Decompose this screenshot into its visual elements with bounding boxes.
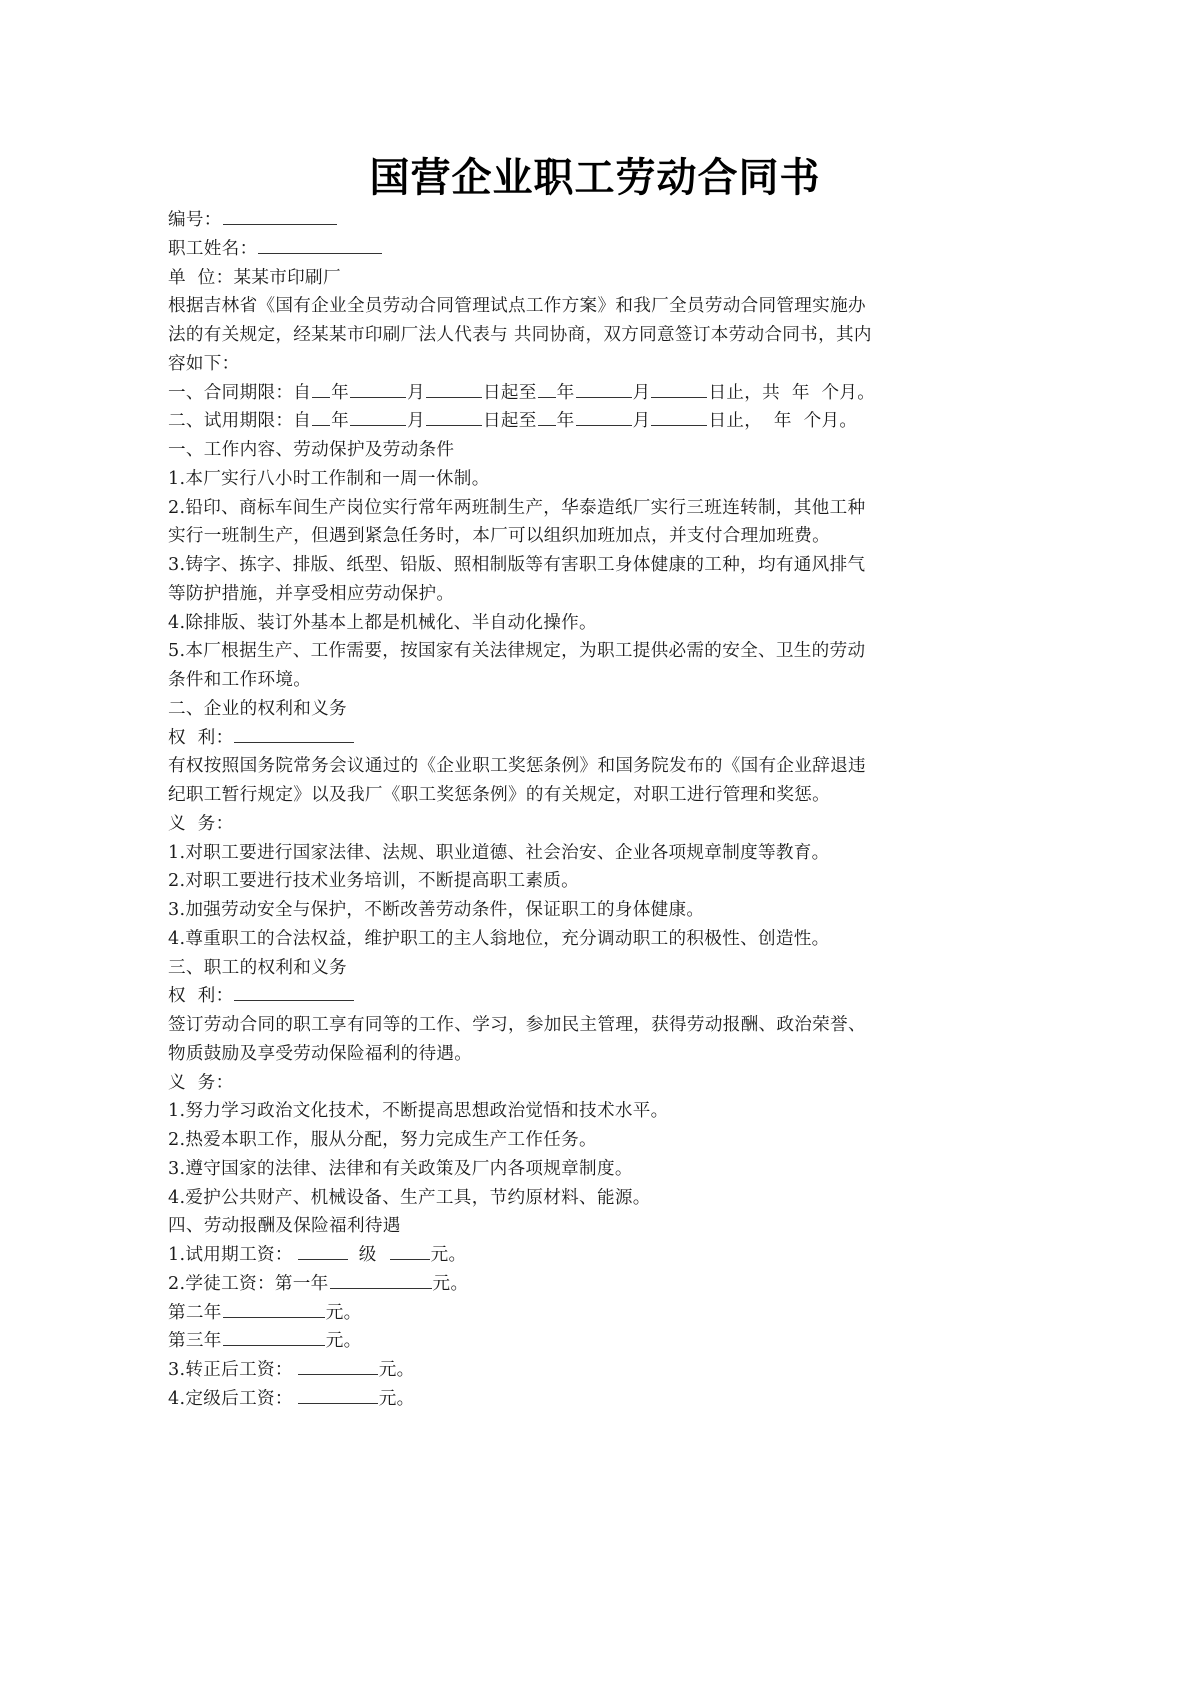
clause-line: 实行一班制生产，但遇到紧急任务时，本厂可以组织加班加点，并支付合理加班费。 (168, 526, 831, 547)
term-text: 日止， 年 个月。 (708, 411, 858, 432)
clause-line: 条件和工作环境。 (168, 670, 312, 690)
year2-amount-blank[interactable] (223, 1299, 325, 1318)
section-heading: 四、劳动报酬及保险福利待遇 (168, 1216, 401, 1237)
field-label: 单 位： (168, 267, 234, 288)
wage-text: 元。 (325, 1302, 362, 1323)
wage-label: 第二年 (168, 1302, 222, 1323)
wage-text: 级 (358, 1245, 377, 1265)
start-month-blank[interactable] (350, 407, 406, 426)
term-text: 年 (556, 382, 575, 403)
regular-wage-line (168, 1356, 1034, 1385)
field-employee-name (168, 235, 1034, 264)
wage-text: 元。 (432, 1273, 469, 1294)
end-day-blank[interactable] (651, 407, 707, 426)
start-month-blank[interactable] (350, 379, 406, 398)
end-month-blank[interactable] (576, 379, 632, 398)
rights-label-line (168, 982, 1034, 1011)
term-text: 年 (331, 411, 350, 432)
probation-amount-blank[interactable] (390, 1241, 430, 1260)
rights-label: 权 利： (168, 986, 234, 1007)
end-year-blank[interactable] (538, 379, 556, 398)
clause-line: 3.加强劳动安全与保护，不断改善劳动条件，保证职工的身体健康。 (168, 900, 705, 920)
regular-amount-blank[interactable] (298, 1356, 378, 1375)
duties-label: 义 务： (168, 813, 234, 834)
clause-line: 4.爱护公共财产、机械设备、生产工具，节约原材料、能源。 (168, 1187, 651, 1208)
year2-wage-line (168, 1299, 1034, 1328)
employee-name-blank[interactable] (258, 235, 382, 254)
end-year-blank[interactable] (538, 407, 556, 426)
wage-text: 元。 (430, 1245, 467, 1265)
rights-label: 权 利： (168, 727, 234, 748)
term-text: 年 (331, 382, 350, 403)
term-text: 年 (556, 411, 575, 432)
probation-period-line (168, 407, 1034, 436)
wage-text: 元。 (378, 1388, 415, 1409)
preamble-line: 法的有关规定，经某某市印刷厂法人代表与 共同协商，双方同意签订本劳动合同书，其内 (168, 325, 872, 345)
clause-line: 等防护措施，并享受相应劳动保护。 (168, 583, 455, 604)
preamble-line: 根据吉林省《国有企业全员劳动合同管理试点工作方案》和我厂全员劳动合同管理实施办 (168, 296, 866, 317)
section-heading: 二、企业的权利和义务 (168, 698, 347, 719)
term-text: 日起至 (482, 382, 537, 403)
clause-line: 1.本厂实行八小时工作制和一周一休制。 (168, 468, 490, 489)
wage-label: 2.学徒工资：第一年 (168, 1273, 329, 1294)
probation-grade-blank[interactable] (298, 1241, 348, 1260)
probation-wage-line (168, 1241, 1034, 1270)
term-text: 月 (632, 382, 651, 403)
graded-wage-line (168, 1385, 1034, 1414)
document-body (168, 206, 1034, 1414)
clause-line: 2.铅印、商标车间生产岗位实行常年两班制生产，华泰造纸厂实行三班连转制，其他工种 (168, 497, 866, 518)
contract-period-line (168, 379, 1034, 408)
rights-label-line (168, 724, 1034, 753)
section-heading: 三、职工的权利和义务 (168, 957, 347, 978)
apprentice-wage-line (168, 1270, 1034, 1299)
end-day-blank[interactable] (651, 379, 707, 398)
section-heading: 一、工作内容、劳动保护及劳动条件 (168, 440, 455, 460)
rights-blank[interactable] (234, 982, 354, 1001)
clause-line: 1.努力学习政治文化技术，不断提高思想政治觉悟和技术水平。 (168, 1101, 669, 1122)
duties-label: 义 务： (168, 1072, 234, 1093)
serial-number-blank[interactable] (223, 206, 337, 225)
field-value: 某某市印刷厂 (233, 267, 341, 288)
clause-line: 2.对职工要进行技术业务培训，不断提高职工素质。 (168, 871, 580, 892)
clause-line: 3.遵守国家的法律、法律和有关政策及厂内各项规章制度。 (168, 1158, 633, 1179)
wage-label: 1.试用期工资： (168, 1245, 293, 1265)
document-title: 国营企业职工劳动合同书 (369, 154, 821, 201)
term-text: 月 (407, 411, 425, 432)
field-serial-number (168, 206, 1034, 235)
preamble-line: 容如下： (168, 353, 240, 374)
wage-label: 3.转正后工资： (168, 1360, 293, 1380)
clause-line: 3.铸字、拣字、排版、纸型、铅版、照相制版等有害职工身体健康的工种，均有通风排气 (168, 555, 866, 575)
start-day-blank[interactable] (426, 379, 482, 398)
clause-line: 2.热爱本职工作，服从分配，努力完成生产工作任务。 (168, 1130, 597, 1150)
term-text: 日止，共 年 个月。 (708, 382, 876, 403)
clause-line: 4.除排版、装订外基本上都是机械化、半自动化操作。 (168, 612, 597, 633)
field-label: 职工姓名： (168, 238, 258, 259)
year1-amount-blank[interactable] (330, 1270, 432, 1289)
clause-line: 1.对职工要进行国家法律、法规、职业道德、社会治安、企业各项规章制度等教育。 (168, 842, 830, 863)
clause-line: 有权按照国务院常务会议通过的《企业职工奖惩条例》和国务院发布的《国有企业辞退违 (168, 756, 866, 777)
year3-wage-line (168, 1327, 1034, 1356)
clause-line: 物质鼓励及享受劳动保险福利的待遇。 (168, 1043, 473, 1064)
end-month-blank[interactable] (576, 407, 632, 426)
wage-label: 第三年 (168, 1331, 222, 1352)
clause-line: 4.尊重职工的合法权益，维护职工的主人翁地位，充分调动职工的积极性、创造性。 (168, 928, 830, 949)
clause-line: 签订劳动合同的职工享有同等的工作、学习，参加民主管理，获得劳动报酬、政治荣誉、 (168, 1015, 866, 1035)
term-label: 一、合同期限：自 (168, 382, 312, 403)
start-day-blank[interactable] (426, 407, 482, 426)
term-text: 日起至 (482, 411, 537, 432)
graded-amount-blank[interactable] (298, 1385, 378, 1404)
wage-text: 元。 (378, 1360, 415, 1380)
field-label: 编号： (168, 210, 222, 230)
start-year-blank[interactable] (312, 407, 330, 426)
rights-blank[interactable] (234, 724, 354, 743)
start-year-blank[interactable] (312, 379, 330, 398)
field-unit (168, 264, 1034, 293)
term-text: 月 (407, 382, 425, 403)
wage-text: 元。 (325, 1331, 362, 1352)
wage-label: 4.定级后工资： (168, 1388, 293, 1409)
clause-line: 纪职工暂行规定》以及我厂《职工奖惩条例》的有关规定，对职工进行管理和奖惩。 (168, 785, 831, 805)
year3-amount-blank[interactable] (223, 1327, 325, 1346)
term-label: 二、试用期限：自 (168, 411, 312, 432)
clause-line: 5.本厂根据生产、工作需要，按国家有关法律规定，为职工提供必需的安全、卫生的劳动 (168, 641, 866, 662)
term-text: 月 (632, 411, 651, 432)
